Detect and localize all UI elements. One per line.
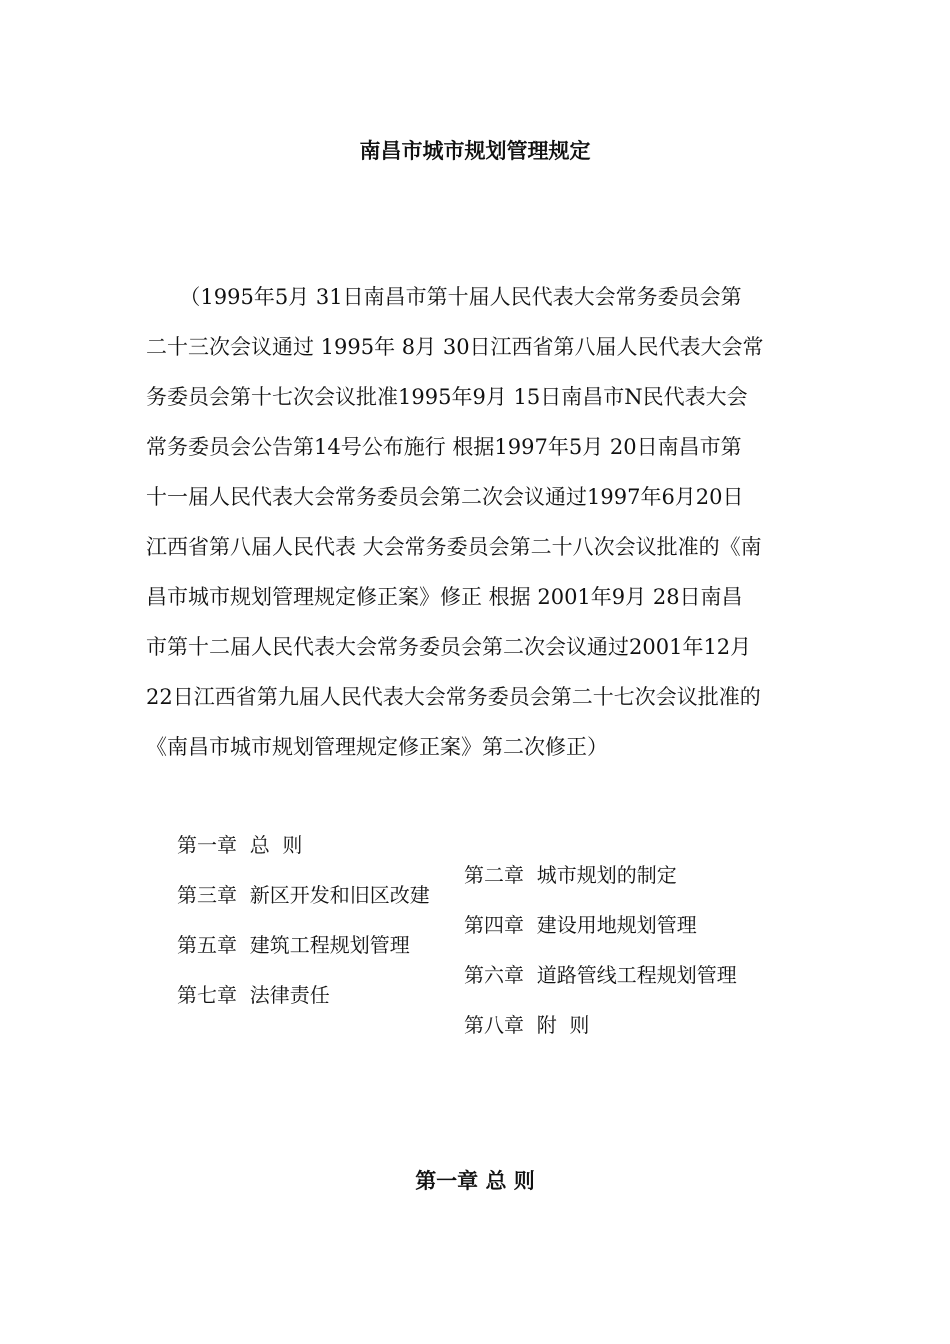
toc-item-chapter-2: 第二章 城市规划的制定 (464, 863, 677, 887)
toc-row (0, 850, 950, 937)
preamble-line: 江西省第八届人民代表 大会常务委员会第二十八次会议批准的《南 (146, 535, 762, 559)
toc-item-chapter-8: 第八章 附 则 (464, 1013, 590, 1037)
preamble-line: 务委员会第十七次会议批准1995年9月 15日南昌市N民代表大会 (146, 385, 748, 409)
toc-item-chapter-3: 第三章 新区开发和旧区改建 (177, 883, 430, 907)
toc-item-chapter-1: 第一章 总 则 (177, 833, 303, 857)
preamble-line: 22日江西省第九届人民代表大会常务委员会第二十七次会议批准的 (146, 685, 761, 709)
toc-item-chapter-5: 第五章 建筑工程规划管理 (177, 933, 410, 957)
preamble-line: 十一届人民代表大会常务委员会第二次会议通过1997年6月20日 (146, 485, 744, 509)
toc-item-chapter-4: 第四章 建设用地规划管理 (464, 913, 697, 937)
toc-row (0, 900, 950, 987)
preamble-line: 市第十二届人民代表大会常务委员会第二次会议通过2001年12月 (146, 635, 752, 659)
preamble-line: 昌市城市规划管理规定修正案》修正 根据 2001年9月 28日南昌 (146, 585, 743, 609)
toc-row (0, 950, 950, 1037)
toc-item-chapter-7: 第七章 法律责任 (177, 983, 330, 1007)
preamble-line: 常务委员会公告第14号公布施行 根据1997年5月 20日南昌市第 (146, 435, 742, 459)
document-title: 南昌市城市规划管理规定 (359, 138, 591, 163)
toc-item-chapter-6: 第六章 道路管线工程规划管理 (464, 963, 737, 987)
preamble-line: （1995年5月 31日南昌市第十届人民代表大会常务委员会第 (146, 285, 742, 309)
chapter-heading: 第一章 总 则 (415, 1168, 535, 1193)
preamble-line: 《南昌市城市规划管理规定修正案》第二次修正） (146, 735, 608, 759)
toc-row (0, 800, 950, 887)
preamble-line: 二十三次会议通过 1995年 8月 30日江西省第八届人民代表大会常 (146, 335, 764, 359)
